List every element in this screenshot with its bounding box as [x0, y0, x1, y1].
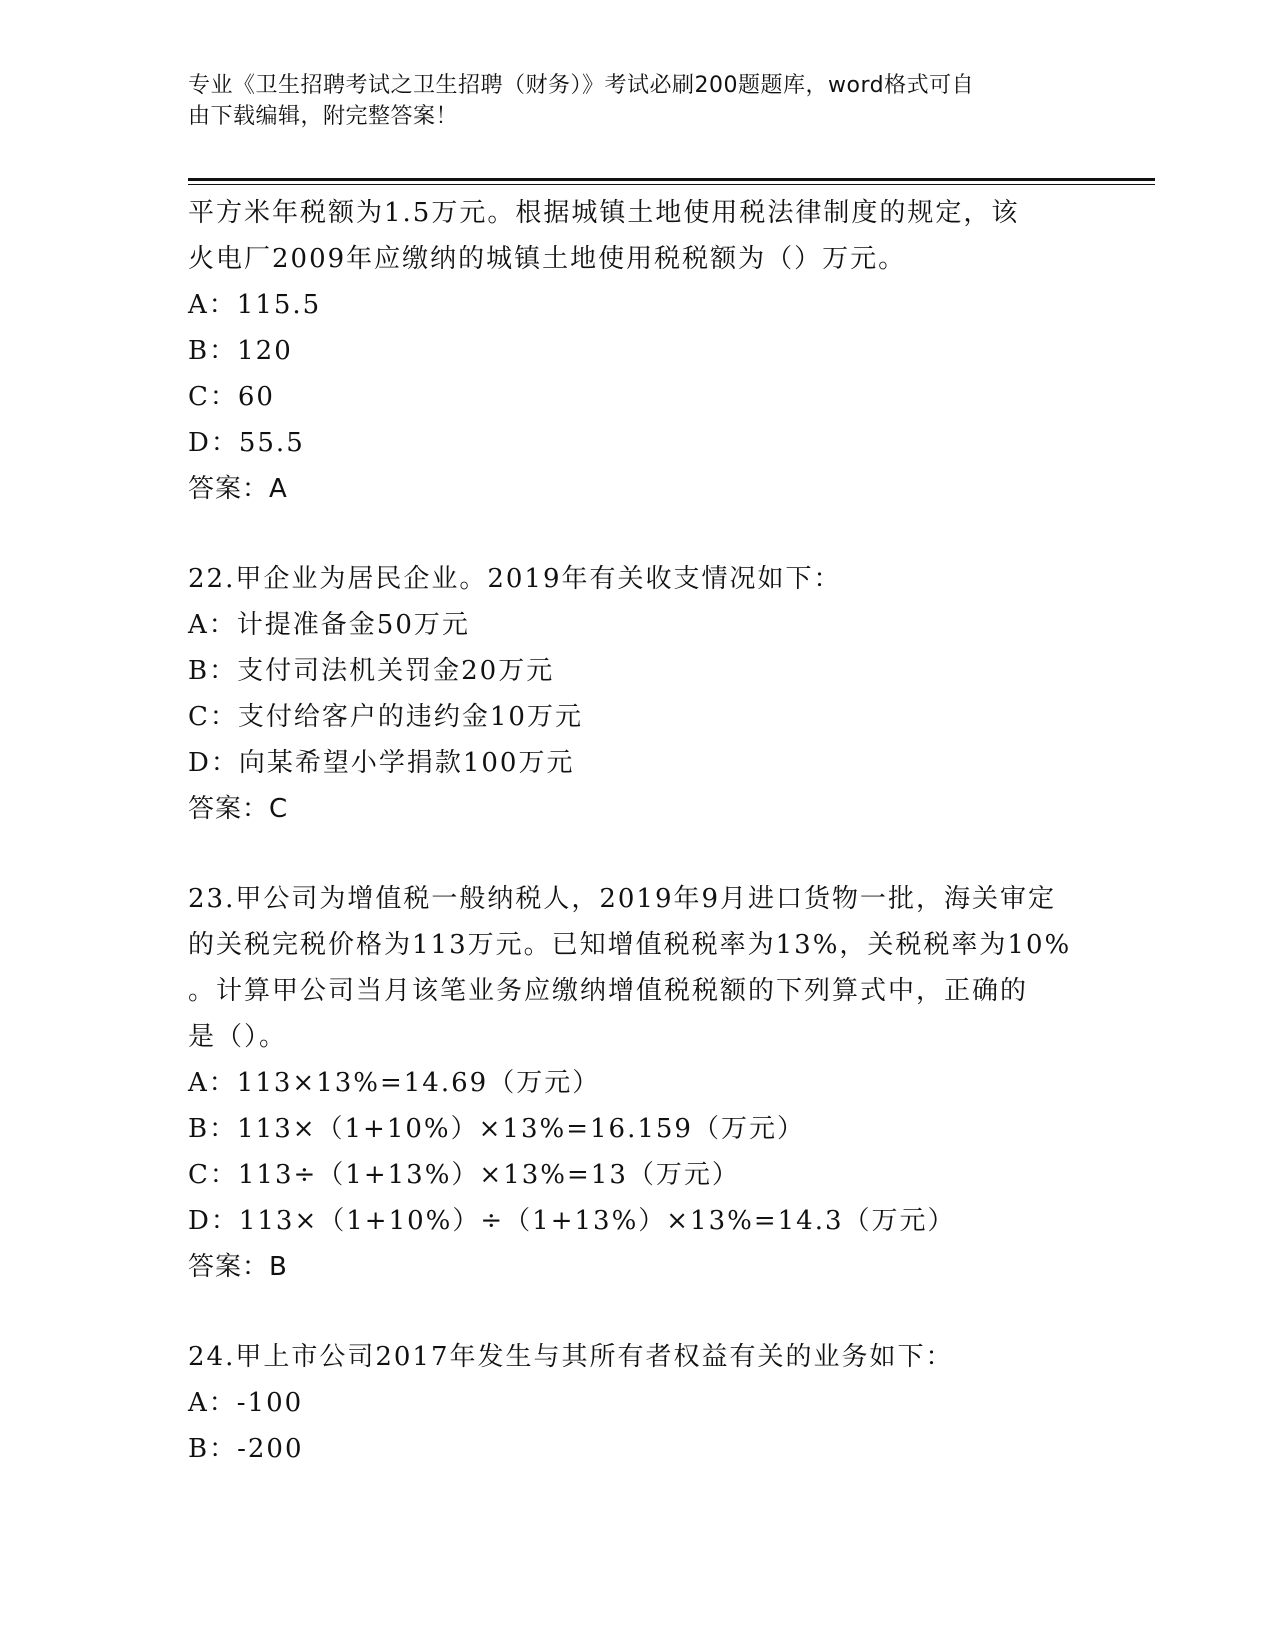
- option-b: B：-200: [188, 1434, 304, 1464]
- question-text-line: 平方米年税额为1.5万元。根据城镇土地使用税法律制度的规定，该: [188, 198, 1020, 228]
- question-21: [188, 190, 1088, 512]
- option-d: D：55.5: [188, 428, 305, 458]
- option-b: B：120: [188, 336, 293, 366]
- question-list: [188, 190, 1088, 1472]
- option-a: A：-100: [188, 1388, 304, 1418]
- answer-line: 答案：A: [188, 474, 288, 504]
- option-a: A：计提准备金50万元: [188, 610, 470, 640]
- question-22: [188, 556, 1088, 832]
- option-c: C：60: [188, 382, 275, 412]
- header-line-2: 由下载编辑，附完整答案！: [188, 104, 459, 129]
- question-text-line: 23.甲公司为增值税一般纳税人，2019年9月进口货物一批，海关审定: [188, 884, 1057, 914]
- header-divider-thin: [188, 184, 1155, 185]
- option-d: D：向某希望小学捐款100万元: [188, 748, 575, 778]
- answer-line: 答案：C: [188, 794, 289, 824]
- document-header: [188, 70, 1068, 132]
- question-text-line: 的关税完税价格为113万元。已知增值税税率为13%，关税税率为10%: [188, 930, 1072, 960]
- question-text-line: 是（）。: [188, 1022, 288, 1052]
- question-text-line: 火电厂2009年应缴纳的城镇土地使用税税额为（）万元。: [188, 244, 907, 274]
- header-line-1: 专业《卫生招聘考试之卫生招聘（财务）》考试必刷200题题库，word格式可自: [188, 73, 975, 98]
- answer-line: 答案：B: [188, 1252, 288, 1282]
- question-spacer: [188, 832, 1088, 876]
- option-c: C：支付给客户的违约金10万元: [188, 702, 583, 732]
- question-23: [188, 876, 1088, 1290]
- option-a: A：113×13%=14.69（万元）: [188, 1068, 601, 1098]
- option-b: B：113×（1+10%）×13%=16.159（万元）: [188, 1114, 805, 1144]
- option-b: B：支付司法机关罚金20万元: [188, 656, 555, 686]
- option-a: A：115.5: [188, 290, 322, 320]
- header-divider-thick: [188, 178, 1155, 181]
- question-text-line: 24.甲上市公司2017年发生与其所有者权益有关的业务如下：: [188, 1342, 954, 1372]
- option-c: C：113÷（1+13%）×13%=13（万元）: [188, 1160, 740, 1190]
- question-spacer: [188, 1290, 1088, 1334]
- question-text-line: 22.甲企业为居民企业。2019年有关收支情况如下：: [188, 564, 842, 594]
- question-spacer: [188, 512, 1088, 556]
- question-24: [188, 1334, 1088, 1472]
- option-d: D：113×（1+10%）÷（1+13%）×13%=14.3（万元）: [188, 1206, 956, 1236]
- question-text-line: 。计算甲公司当月该笔业务应缴纳增值税税额的下列算式中，正确的: [188, 976, 1029, 1006]
